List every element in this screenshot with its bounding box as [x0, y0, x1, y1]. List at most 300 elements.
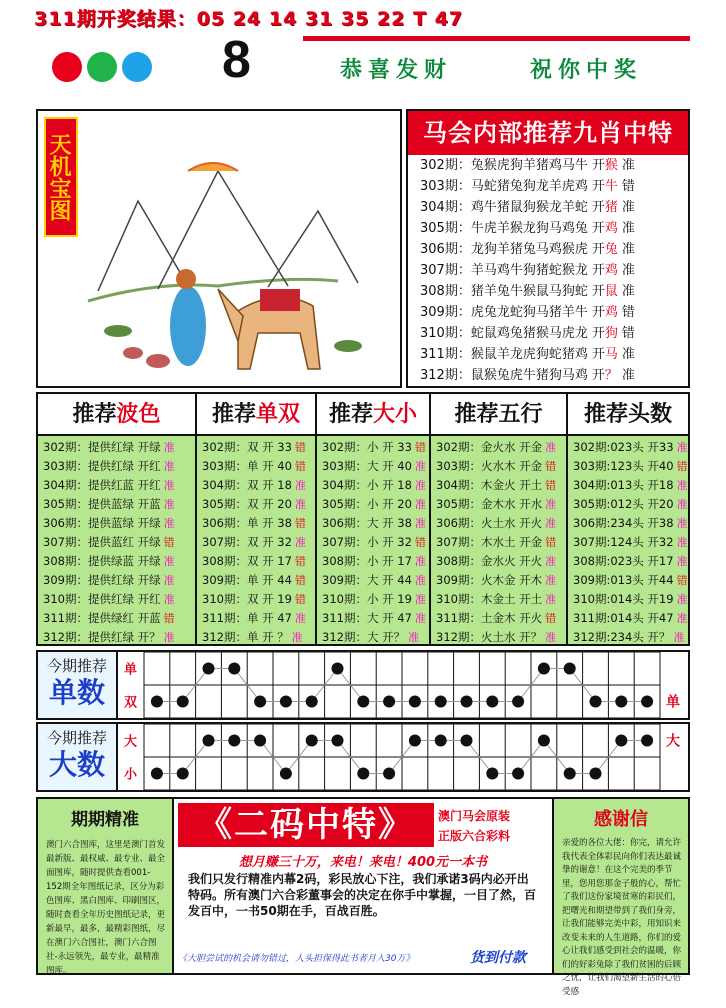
big-grid-heading: 大数 — [48, 748, 105, 781]
trend-dot — [486, 696, 498, 708]
cell-result: 错 — [294, 555, 306, 568]
cell-result: 错 — [545, 460, 557, 473]
table-row — [431, 476, 566, 495]
trend-dot — [409, 696, 421, 708]
zodiac-period: 309期： — [420, 305, 471, 320]
cell-result: 准 — [163, 498, 175, 511]
picture-panel — [36, 109, 402, 388]
cell-result: 错 — [294, 441, 306, 454]
prediction-table — [36, 392, 690, 646]
zodiac-row — [408, 155, 688, 176]
cell-result: 准 — [676, 498, 688, 511]
table-row — [317, 609, 429, 628]
zodiac-hit: 猪 — [604, 200, 618, 215]
cell-text: 311期：提供绿红 开蓝 — [43, 611, 161, 625]
cell-result: 准 — [414, 479, 426, 492]
table-row — [431, 514, 566, 533]
cell-result: 准 — [163, 574, 175, 587]
zodiac-open: 开 — [591, 263, 605, 278]
zodiac-row — [408, 344, 688, 365]
zodiac-open: 开 — [591, 221, 605, 236]
zodiac-period: 306期： — [420, 242, 471, 257]
red-ball-icon — [52, 52, 82, 82]
column-header — [197, 394, 315, 436]
cell-result: 准 — [676, 479, 688, 492]
cell-result: 准 — [414, 517, 426, 530]
header-part-b: 大小 — [373, 401, 418, 427]
table-row — [568, 590, 688, 609]
table-row — [431, 552, 566, 571]
zodiac-open: 开 — [591, 200, 605, 215]
zodiac-row — [408, 281, 688, 302]
zodiac-zodiacs: 鼠猴兔虎牛猪狗马鸡 — [470, 368, 588, 383]
table-row — [568, 571, 688, 590]
table-row — [431, 457, 566, 476]
blue-ball-icon — [122, 52, 152, 82]
trend-dot — [332, 735, 344, 747]
trend-dot — [486, 768, 498, 780]
zodiac-period: 311期： — [420, 347, 471, 362]
cell-text: 308期：金水火 开火 — [436, 554, 543, 568]
zodiac-result: 准 — [621, 221, 635, 236]
thank-you-text: 亲爱的各位大佬：你完，请允许我代表全体彩民向你们表达最诚挚的谢意！在这个完美的季节里，您用您那金子般的心，帮忙了我们这份家境贫寒的彩民们，把曙光和期望带到了我们身旁，让我们能够完美中彩，用知识来改变未来的人生道路，你们的爱心让我们感受到社会的温暖，你们的好彩兔除了我们贫困的后顾之忧，让我们渴望新生活的心倍受感 — [562, 838, 682, 997]
header-part-b: 波色 — [116, 401, 161, 427]
trend-dot — [435, 696, 447, 708]
zodiac-row — [408, 197, 688, 218]
cell-text: 310期：提供红绿 开红 — [43, 592, 161, 606]
trend-dot — [641, 696, 653, 708]
nine-zodiac-panel — [406, 109, 690, 388]
table-row — [38, 476, 195, 495]
table-row — [38, 514, 195, 533]
zodiac-open: 开 — [591, 158, 605, 173]
single-grid-chart — [120, 652, 690, 718]
cell-text: 306期:234头 开38 — [573, 516, 674, 530]
zodiac-zodiacs: 鸡牛猪鼠狗猴龙羊蛇 — [470, 200, 588, 215]
cell-result: 准 — [676, 612, 688, 625]
cell-result: 准 — [414, 555, 426, 568]
table-row — [197, 476, 315, 495]
zodiac-open: 开 — [591, 284, 605, 299]
table-row — [568, 533, 688, 552]
cell-text: 306期：大 开 38 — [322, 516, 412, 530]
trend-dot — [538, 735, 550, 747]
table-row — [197, 571, 315, 590]
cell-result: 错 — [414, 441, 426, 454]
trend-dot — [461, 735, 473, 747]
table-row — [568, 438, 688, 457]
trend-dot — [306, 696, 318, 708]
cell-result: 准 — [414, 574, 426, 587]
header-rule — [303, 36, 690, 41]
bottom-section — [36, 797, 690, 997]
trend-dot — [332, 663, 344, 675]
draw-result-title: 311期开奖结果：05 24 14 31 35 22 T 47 — [34, 8, 464, 30]
cell-text: 308期：提供绿蓝 开绿 — [43, 554, 161, 568]
row-label: 双 — [124, 695, 138, 711]
zodiac-open: 开 — [591, 242, 605, 257]
cell-result: 准 — [163, 441, 175, 454]
cell-text: 302期:023头 开33 — [573, 440, 674, 454]
cell-text: 302期：金火水 开金 — [436, 440, 543, 454]
ad-side-line-2: 正版六合彩料 — [438, 829, 511, 843]
cell-result: 准 — [545, 631, 557, 644]
trend-dot — [357, 768, 369, 780]
cell-result: 准 — [545, 574, 557, 587]
trend-dot — [383, 768, 395, 780]
cell-result: 准 — [545, 441, 557, 454]
zodiac-row — [408, 176, 688, 197]
trend-dot — [280, 768, 292, 780]
single-grid-label — [38, 652, 118, 718]
zodiac-result: 准 — [621, 158, 635, 173]
cell-text: 308期:023头 开17 — [573, 554, 674, 568]
two-code-banner: 《二码中特》 — [178, 803, 434, 847]
zodiac-zodiacs: 羊马鸡牛狗猪蛇猴龙 — [470, 263, 588, 278]
grid-side-label: 大 — [666, 733, 680, 750]
table-row — [38, 438, 195, 457]
cell-result: 错 — [294, 517, 306, 530]
slogan-left: 恭喜发财 — [340, 57, 453, 83]
row-label: 大 — [124, 734, 138, 750]
cell-result: 错 — [414, 536, 426, 549]
cell-result: 准 — [676, 517, 688, 530]
cell-text: 306期：火土水 开火 — [436, 516, 543, 530]
zodiac-open: 开 — [591, 368, 605, 383]
table-row — [197, 628, 315, 647]
cell-text: 307期：双 开 32 — [202, 535, 292, 549]
cell-text: 312期:234头 开？ — [573, 630, 671, 644]
cell-result: 准 — [545, 517, 557, 530]
big-grid-chart — [120, 724, 690, 790]
big-grid-caption: 今期推荐 — [46, 729, 107, 747]
table-row — [38, 628, 195, 647]
cell-result: 准 — [414, 460, 426, 473]
cell-text: 305期：提供蓝绿 开蓝 — [43, 497, 161, 511]
table-row — [197, 533, 315, 552]
cell-text: 308期：双 开 17 — [202, 554, 292, 568]
table-row — [38, 495, 195, 514]
zodiac-period: 304期： — [420, 200, 471, 215]
cell-text: 305期：小 开 20 — [322, 497, 412, 511]
cell-text: 312期：提供红绿 开？ — [43, 630, 161, 644]
trend-dot — [564, 663, 576, 675]
cell-result: 准 — [294, 498, 306, 511]
table-row — [431, 495, 566, 514]
cell-text: 304期：双 开 18 — [202, 478, 292, 492]
zodiac-hit: 马 — [604, 347, 618, 362]
trend-dot — [512, 768, 524, 780]
zodiac-row — [408, 365, 688, 386]
table-row — [197, 514, 315, 533]
table-row — [317, 495, 429, 514]
zodiac-zodiacs: 牛虎羊猴龙狗马鸡兔 — [470, 221, 588, 236]
cell-text: 305期:012头 开20 — [573, 497, 674, 511]
table-row — [431, 571, 566, 590]
slogan-right: 祝你中奖 — [530, 57, 643, 83]
cell-result: 准 — [163, 555, 175, 568]
header-part-a: 推荐 — [72, 401, 117, 427]
row-label: 单 — [124, 662, 138, 678]
trend-dot — [177, 768, 189, 780]
table-row — [38, 457, 195, 476]
cell-result: 准 — [414, 612, 426, 625]
trend-dot — [151, 696, 163, 708]
cell-text: 305期：金木水 开水 — [436, 497, 543, 511]
cell-text: 303期：提供红绿 开红 — [43, 459, 161, 473]
zodiac-period: 307期： — [420, 263, 471, 278]
ad-side-line-1: 澳门马会原装 — [438, 809, 511, 823]
table-row — [38, 571, 195, 590]
table-column — [431, 394, 568, 644]
cell-result: 准 — [676, 536, 688, 549]
zodiac-result: 准 — [621, 242, 635, 257]
cell-text: 309期:013头 开44 — [573, 573, 674, 587]
table-column — [38, 394, 197, 644]
cell-text: 303期：单 开 40 — [202, 459, 292, 473]
zodiac-result: 准 — [621, 263, 635, 278]
cell-result: 准 — [545, 498, 557, 511]
cell-result: 准 — [676, 593, 688, 606]
table-row — [38, 609, 195, 628]
trend-dot — [280, 696, 292, 708]
nine-zodiac-title: 马会内部推荐九肖中特 — [408, 111, 688, 155]
cash-on-delivery: 货到付款 — [470, 950, 526, 966]
cell-result: 错 — [294, 574, 306, 587]
cell-result: 准 — [163, 479, 175, 492]
trend-dot — [306, 735, 318, 747]
cell-result: 准 — [673, 631, 685, 644]
cell-text: 312期：大 开？ — [322, 630, 406, 644]
table-row — [317, 552, 429, 571]
trend-dot — [203, 663, 215, 675]
horse-and-rider-illustration — [38, 111, 400, 386]
zodiac-row — [408, 218, 688, 239]
header-part-a: 推荐五行 — [454, 401, 543, 427]
cell-result: 准 — [414, 593, 426, 606]
table-row — [317, 628, 429, 647]
cell-text: 304期:013头 开18 — [573, 478, 674, 492]
cell-result: 错 — [545, 479, 557, 492]
cell-result: 准 — [676, 555, 688, 568]
table-row — [197, 438, 315, 457]
zodiac-open: 开 — [591, 305, 605, 320]
cell-result: 准 — [291, 631, 303, 644]
cell-text: 303期：大 开 40 — [322, 459, 412, 473]
column-header — [431, 394, 566, 436]
trend-dot — [228, 663, 240, 675]
trend-dot — [590, 696, 602, 708]
cell-text: 307期：木水土 开金 — [436, 535, 543, 549]
zodiac-open: 开 — [591, 179, 605, 194]
cell-text: 311期：单 开 47 — [202, 611, 292, 625]
cell-text: 306期：提供蓝绿 开绿 — [43, 516, 161, 530]
ad-footnote: 《大胆尝试的机会请勿错过，人头担保得此书者月入30万》 — [178, 954, 415, 964]
header-part-b: 单双 — [256, 401, 301, 427]
zodiac-result: 准 — [621, 284, 635, 299]
trend-dot — [151, 768, 163, 780]
trend-dot — [409, 735, 421, 747]
cell-text: 304期：提供红蓝 开红 — [43, 478, 161, 492]
header-part-a: 推荐头数 — [583, 401, 672, 427]
column-header — [38, 394, 195, 436]
cell-text: 309期：火木金 开木 — [436, 573, 543, 587]
table-column — [568, 394, 688, 644]
cell-result: 错 — [294, 460, 306, 473]
cell-text: 303期：火水木 开金 — [436, 459, 543, 473]
zodiac-zodiacs: 猪羊兔牛猴鼠马狗蛇 — [470, 284, 588, 299]
picture-label: 天机宝图 — [44, 117, 78, 237]
accuracy-text: 澳门六合图库，这里是澳门首发最新版、最权威、最专业、最全面图库，随时提供查看001-152期全年图纸记录，区分为彩色图库、黑白图库、印刷图区，随时查看全年历史图纸记录，更新最早，最多，最精彩图纸，尽在澳门六合图社，澳门六合图社-永远领先，最专业，最精准图库。 — [46, 840, 166, 976]
zodiac-zodiacs: 马蛇猪兔狗龙羊虎鸡 — [470, 179, 588, 194]
zodiac-hit: 猴 — [604, 158, 618, 173]
zodiac-result: 准 — [621, 347, 635, 362]
table-row — [317, 571, 429, 590]
zodiac-result: 准 — [621, 200, 635, 215]
trend-dot — [641, 735, 653, 747]
zodiac-zodiacs: 龙狗羊猪兔马鸡猴虎 — [470, 242, 588, 257]
zodiac-row — [408, 323, 688, 344]
zodiac-hit: 鸡 — [604, 221, 618, 236]
cell-result: 准 — [294, 479, 306, 492]
issue-number: 8 — [222, 31, 251, 89]
zodiac-period: 308期： — [420, 284, 471, 299]
two-code-ad — [174, 799, 552, 973]
trend-dot — [228, 735, 240, 747]
single-number-grid — [36, 650, 690, 720]
grid-side-label: 单 — [666, 694, 680, 711]
single-grid-heading: 单数 — [48, 676, 105, 709]
table-row — [431, 590, 566, 609]
thank-you-letter — [552, 799, 688, 997]
trend-dot — [254, 696, 266, 708]
trend-dot — [383, 696, 395, 708]
table-row — [568, 609, 688, 628]
zodiac-hit: ？ — [604, 368, 618, 383]
table-column — [197, 394, 317, 644]
cell-text: 307期:124头 开32 — [573, 535, 674, 549]
zodiac-period: 303期： — [420, 179, 471, 194]
table-row — [568, 628, 688, 647]
cell-result: 准 — [408, 631, 420, 644]
cell-result: 准 — [676, 441, 688, 454]
zodiac-row — [408, 302, 688, 323]
trend-dot — [203, 735, 215, 747]
cell-result: 错 — [294, 593, 306, 606]
accuracy-box — [38, 799, 174, 976]
big-number-grid — [36, 722, 690, 792]
table-row — [431, 628, 566, 647]
cell-text: 312期：火土水 开？ — [436, 630, 543, 644]
cell-text: 310期：木金土 开土 — [436, 592, 543, 606]
cell-text: 308期：小 开 17 — [322, 554, 412, 568]
cell-result: 准 — [163, 593, 175, 606]
zodiac-hit: 鸡 — [604, 263, 618, 278]
column-header — [317, 394, 429, 436]
big-grid-label — [38, 724, 118, 790]
cell-result: 准 — [414, 498, 426, 511]
cell-text: 305期：双 开 20 — [202, 497, 292, 511]
zodiac-period: 312期： — [420, 368, 471, 383]
cell-result: 错 — [545, 536, 557, 549]
cell-result: 准 — [163, 460, 175, 473]
cell-text: 302期：提供红绿 开绿 — [43, 440, 161, 454]
zodiac-result: 错 — [621, 326, 635, 341]
cell-text: 310期:014头 开19 — [573, 592, 674, 606]
cell-result: 准 — [294, 536, 306, 549]
zodiac-hit: 牛 — [604, 179, 618, 194]
thank-you-title: 感谢信 — [594, 809, 648, 830]
table-row — [317, 476, 429, 495]
cell-text: 306期：单 开 38 — [202, 516, 292, 530]
trend-dot — [590, 768, 602, 780]
zodiac-row — [408, 239, 688, 260]
cell-result: 错 — [545, 612, 557, 625]
cell-text: 307期：提供蓝红 开绿 — [43, 535, 161, 549]
zodiac-zodiacs: 蛇鼠鸡兔猪猴马虎龙 — [470, 326, 588, 341]
table-row — [568, 476, 688, 495]
trend-dot — [615, 735, 627, 747]
table-row — [317, 457, 429, 476]
table-row — [317, 514, 429, 533]
row-label: 小 — [124, 767, 138, 783]
cell-text: 312期：单 开 ？ — [202, 630, 289, 644]
header-part-a: 推荐 — [211, 401, 256, 427]
trend-dot — [512, 696, 524, 708]
table-row — [317, 533, 429, 552]
table-row — [568, 495, 688, 514]
table-row — [317, 590, 429, 609]
table-row — [568, 457, 688, 476]
cell-text: 311期:014头 开47 — [573, 611, 674, 625]
ad-body: 我们只发行精准内幕2码，彩民放心下注，我们承诺3码内必开出特码。所有澳门六合彩董事会的决定在你手中掌握，一目了然，百发百中，一书50期在手，百战百胜。 — [188, 872, 537, 918]
table-row — [568, 552, 688, 571]
cell-text: 311期：大 开 47 — [322, 611, 412, 625]
header-part-a: 推荐 — [328, 401, 373, 427]
zodiac-result: 准 — [621, 368, 635, 383]
trend-dot — [564, 768, 576, 780]
table-row — [197, 590, 315, 609]
cell-result: 准 — [294, 612, 306, 625]
cell-result: 准 — [545, 593, 557, 606]
zodiac-hit: 兔 — [604, 242, 618, 257]
trend-dot — [435, 735, 447, 747]
table-column — [317, 394, 431, 644]
cell-text: 309期：提供红绿 开绿 — [43, 573, 161, 587]
table-row — [197, 457, 315, 476]
table-row — [38, 552, 195, 571]
column-header — [568, 394, 688, 436]
zodiac-period: 310期： — [420, 326, 471, 341]
zodiac-hit: 狗 — [604, 326, 618, 341]
zodiac-zodiacs: 兔猴虎狗羊猪鸡马牛 — [470, 158, 588, 173]
table-row — [38, 590, 195, 609]
cell-text: 302期：双 开 33 — [202, 440, 292, 454]
table-row — [197, 609, 315, 628]
zodiac-open: 开 — [591, 326, 605, 341]
ad-slogan: 想月赚三十万，来电！来电！400元一本书 — [238, 855, 488, 870]
zodiac-result: 错 — [621, 179, 635, 194]
cell-text: 311期：土金木 开火 — [436, 611, 543, 625]
cell-text: 310期：小 开 19 — [322, 592, 412, 606]
zodiac-period: 302期： — [420, 158, 471, 173]
table-row — [431, 438, 566, 457]
table-row — [431, 609, 566, 628]
cell-result: 错 — [676, 460, 688, 473]
table-row — [197, 552, 315, 571]
zodiac-zodiacs: 猴鼠羊龙虎狗蛇猪鸡 — [470, 347, 588, 362]
table-row — [317, 438, 429, 457]
